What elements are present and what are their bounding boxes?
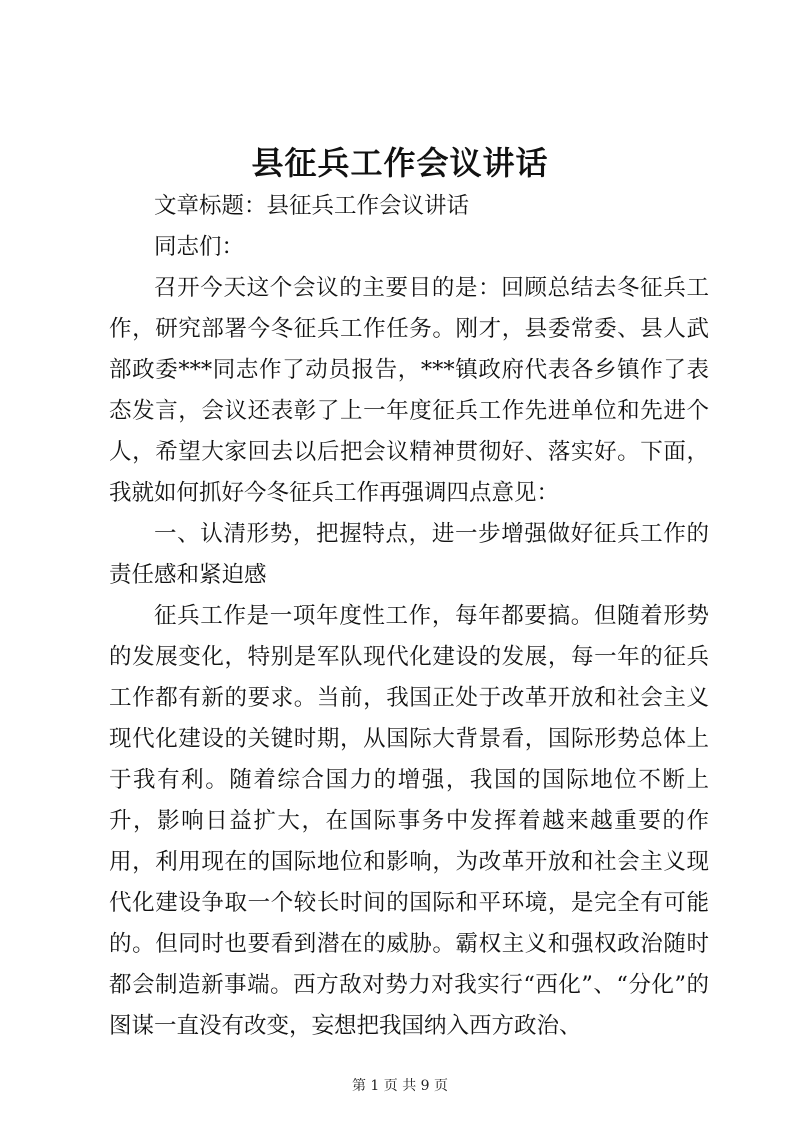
- page-footer: 第 1 页 共 9 页: [351, 1078, 449, 1094]
- section-heading-1: 一、认清形势，把握特点，进一步增强做好征兵工作的责任感和紧迫感: [109, 521, 709, 588]
- article-title-line: 文章标题：县征兵工作会议讲话: [154, 193, 470, 219]
- document-title: 县征兵工作会议讲话: [251, 144, 549, 182]
- salutation: 同志们：: [154, 234, 245, 260]
- paragraph-intro: 召开今天这个会议的主要目的是：回顾总结去冬征兵工作，研究部署今冬征兵工作任务。刚才，县委常委、县人武部政委***同志作了动员报告，***镇政府代表各乡镇作了表态发言，会议还表彰了上一年度征兵工作先进单位和先进个人，希望大家回去以后把会议精神贯彻好、落实好。下面，我就如何抓好今冬征兵工作再强调四点意见：: [109, 275, 709, 506]
- document-body: [109, 186, 709, 1047]
- paragraph-situation: 征兵工作是一项年度性工作，每年都要搞。但随着形势的发展变化，特别是军队现代化建设的发展，每一年的征兵工作都有新的要求。当前，我国正处于改革开放和社会主义现代化建设的关键时期，从国际大背景看，国际形势总体上于我有利。随着综合国力的增强，我国的国际地位不断上升，影响日益扩大，在国际事务中发挥着越来越重要的作用，利用现在的国际地位和影响，为改革开放和社会主义现代化建设争取一个较长时间的国际和平环境，是完全有可能的。但同时也要看到潜在的威胁。霸权主义和强权政治随时都会制造新事端。西方敌对势力对我实行“西化”、“分化”的图谋一直没有改变，妄想把我国纳入西方政治、: [109, 603, 709, 1039]
